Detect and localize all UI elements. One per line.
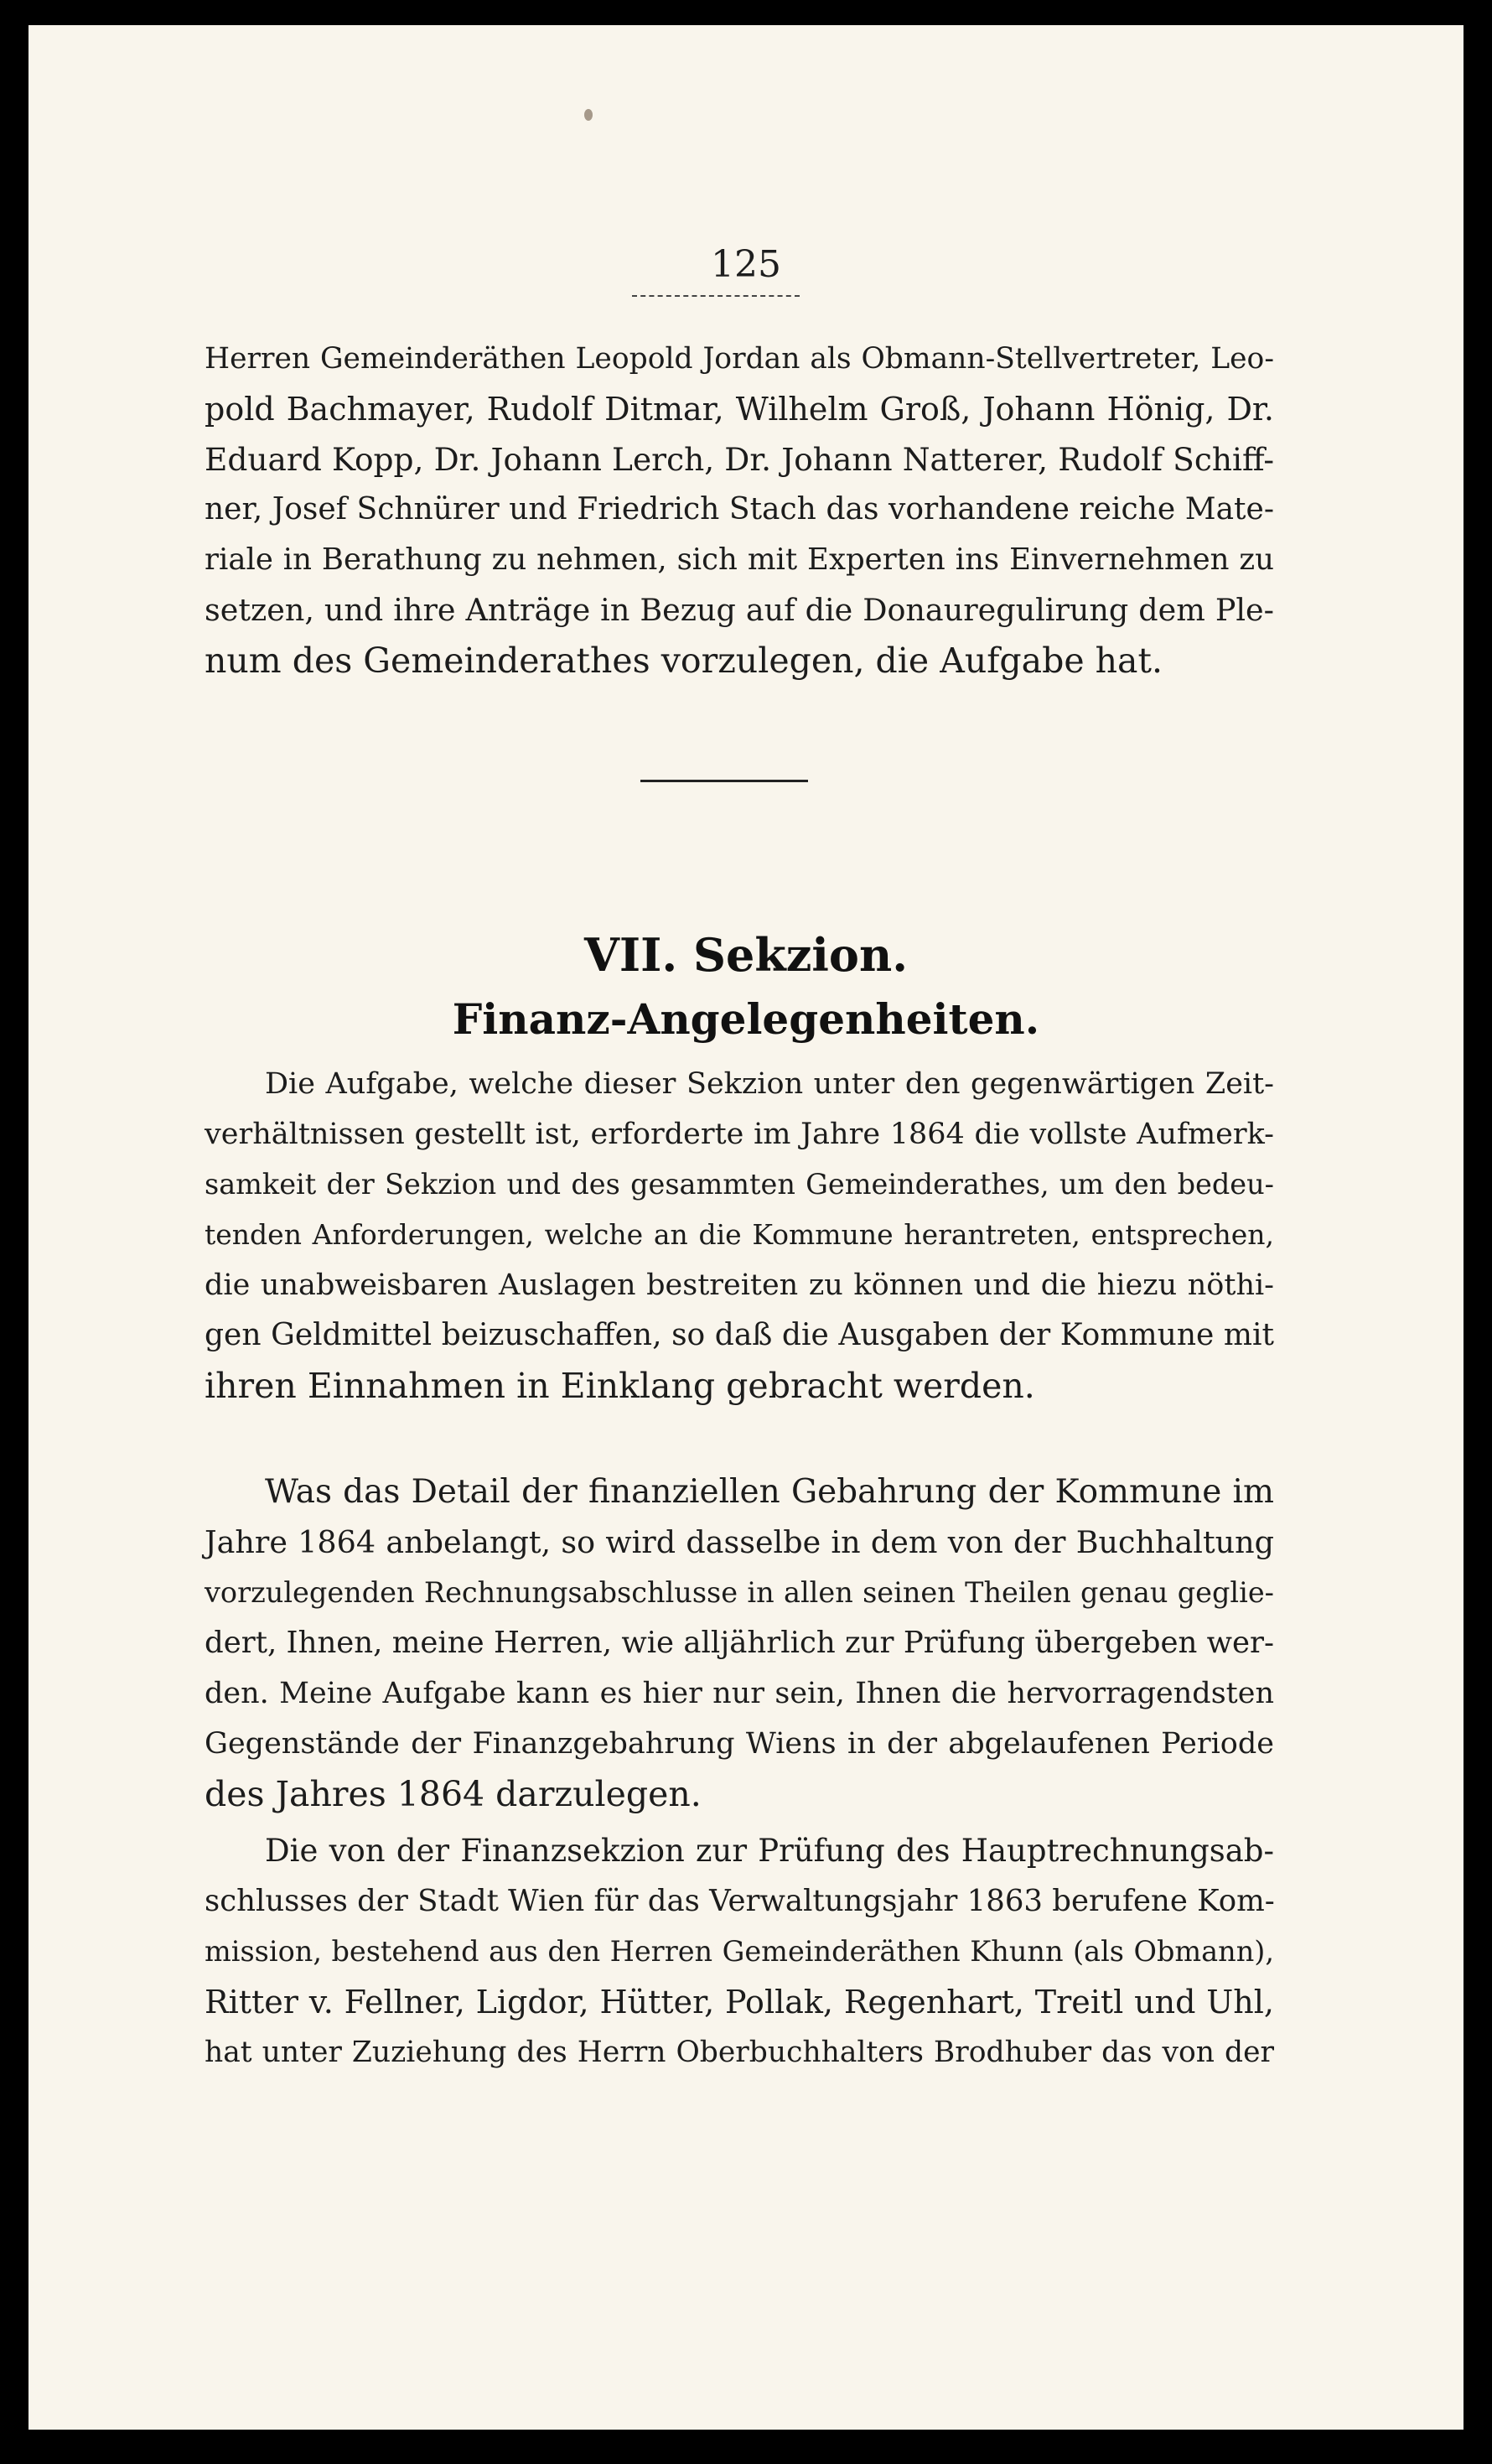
text-line: Was das Detail der finanziellen Gebahrung der Kommune im — [265, 1473, 1274, 1511]
page-number: 125 — [711, 243, 781, 286]
text-line: pold Bachmayer, Rudolf Ditmar, Wilhelm Groß, Johann Hönig, Dr. — [205, 391, 1274, 428]
text-line: Eduard Kopp, Dr. Johann Lerch, Dr. Johann Natterer, Rudolf Schiff- — [205, 441, 1274, 478]
text-line: mission, bestehend aus den Herren Gemeinderäthen Khunn (als Obmann), — [205, 1935, 1274, 1968]
paragraph-detail — [205, 1467, 1274, 1819]
text-line: dert, Ihnen, meine Herren, wie alljährlich zur Prüfung übergeben wer- — [205, 1626, 1274, 1660]
text-line: Herren Gemeinderäthen Leopold Jordan als Obmann-Stellvertreter, Leo- — [205, 342, 1274, 376]
text-line: ner, Josef Schnürer und Friedrich Stach das vorhandene reiche Mate- — [205, 492, 1274, 527]
section-subtitle: Finanz-Angelegenheiten. — [452, 994, 1040, 1044]
text-line: hat unter Zuziehung des Herrn Oberbuchhalters Brodhuber das von der — [205, 2036, 1274, 2069]
document-page — [28, 25, 1464, 2430]
text-line: Gegenstände der Finanzgebahrung Wiens in der abgelaufenen Periode — [205, 1727, 1274, 1761]
paragraph-task — [205, 1059, 1274, 1411]
text-line: gen Geldmittel beizuschaffen, so daß die Ausgaben der Kommune mit — [205, 1318, 1274, 1352]
paragraph-commission — [205, 1826, 1274, 2078]
section-title: VII. Sekzion. — [583, 928, 909, 982]
text-line: Ritter v. Fellner, Ligdor, Hütter, Pollak, Regenhart, Treitl und Uhl, — [205, 1984, 1274, 2020]
text-line: des Jahres 1864 darzulegen. — [205, 1774, 702, 1814]
text-line: Jahre 1864 anbelangt, so wird dasselbe in dem von der Buchhaltung — [205, 1524, 1274, 1560]
section-divider — [640, 780, 808, 782]
page-number-rule — [632, 295, 800, 297]
text-line: tenden Anforderungen, welche an die Kommune herantreten, entsprechen, — [205, 1218, 1274, 1251]
text-line: num des Gemeinderathes vorzulegen, die Aufgabe hat. — [205, 641, 1163, 681]
text-line: samkeit der Sekzion und des gesammten Gemeinderathes, um den bedeu- — [205, 1168, 1274, 1201]
paragraph-committee — [205, 334, 1274, 686]
text-line: setzen, und ihre Anträge in Bezug auf die Donauregulirung dem Ple- — [205, 592, 1274, 628]
text-line: vorzulegenden Rechnungsabschlusse in allen seinen Theilen genau geglie- — [205, 1576, 1274, 1609]
text-line: Die Aufgabe, welche dieser Sekzion unter den gegenwärtigen Zeit- — [265, 1067, 1274, 1101]
text-line: ihren Einnahmen in Einklang gebracht werden. — [205, 1366, 1035, 1406]
paper-speck — [584, 109, 593, 121]
text-line: riale in Berathung zu nehmen, sich mit Experten ins Einvernehmen zu — [205, 542, 1274, 577]
text-line: Die von der Finanzsekzion zur Prüfung des Hauptrechnungsab- — [265, 1833, 1274, 1869]
text-line: den. Meine Aufgabe kann es hier nur sein, Ihnen die hervorragendsten — [205, 1677, 1274, 1710]
text-line: verhältnissen gestellt ist, erforderte im Jahre 1864 die vollste Aufmerk- — [205, 1118, 1274, 1151]
text-line: schlusses der Stadt Wien für das Verwaltungsjahr 1863 berufene Kom- — [205, 1884, 1275, 1918]
text-line: die unabweisbaren Auslagen bestreiten zu können und die hiezu nöthi- — [205, 1268, 1274, 1302]
